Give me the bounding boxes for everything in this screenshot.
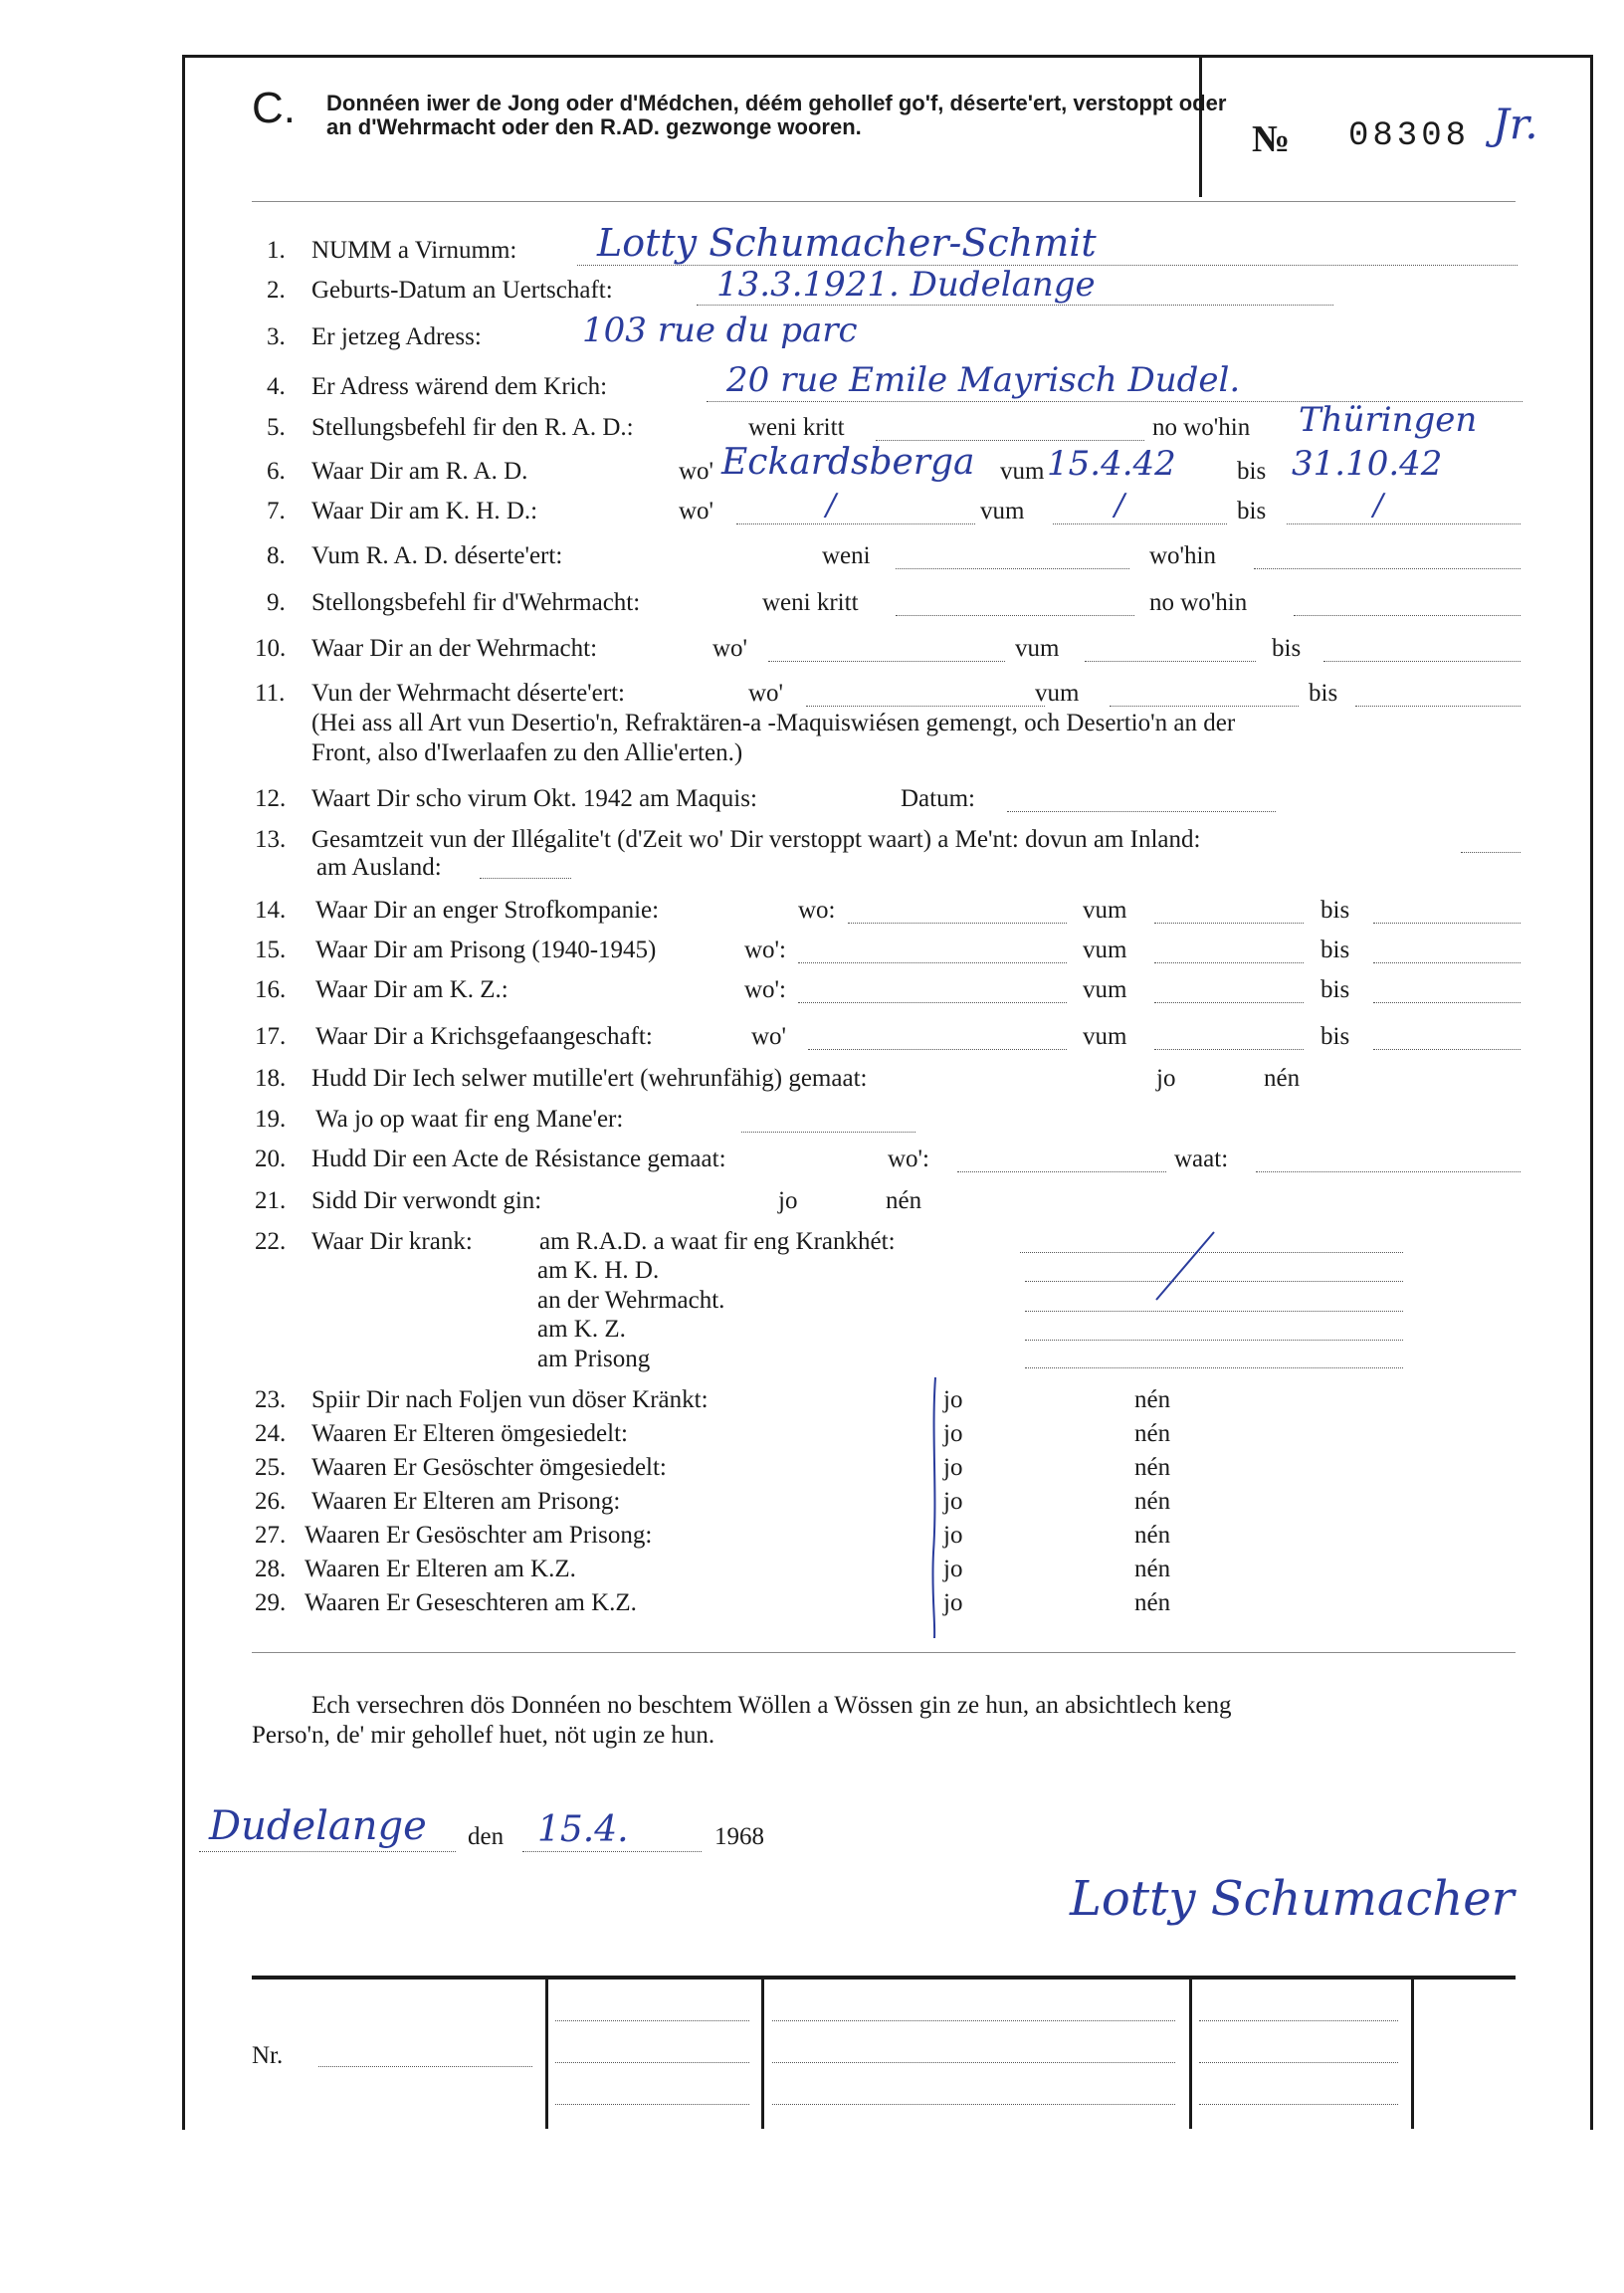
question-sub-label: am K. Z. [537, 1316, 626, 1343]
question-prompt: wo': [744, 976, 787, 1003]
answer-line [1254, 568, 1521, 569]
signature: Lotty Schumacher [1070, 1871, 1515, 1927]
question-number: 28. [255, 1556, 287, 1582]
answer-line [1373, 1049, 1521, 1050]
declaration-text: Ech versechren dös Donnéen no beschtem Wöllen a Wössen gin ze hun, an absichtlech keng [311, 1692, 1232, 1719]
answer-line [772, 2104, 1175, 2105]
question-label: Waaren Er Elteren am Prisong: [311, 1488, 621, 1515]
question-number: 7. [267, 498, 286, 524]
question-prompt: weni kritt [762, 589, 859, 616]
question-number: 9. [267, 589, 286, 616]
answer-line [555, 2104, 749, 2105]
question-label: Er jetzeg Adress: [311, 323, 482, 350]
option-jo: jo [1156, 1065, 1176, 1092]
answer-line [1154, 962, 1304, 963]
date-year: 1968 [714, 1823, 764, 1850]
question-prompt: bis [1237, 498, 1267, 524]
question-number: 19. [255, 1106, 287, 1133]
question-label: Waar Dir krank: [311, 1228, 473, 1255]
answer-line [199, 1851, 456, 1852]
question-label: Waaren Er Elteren ömgesiedelt: [311, 1420, 628, 1447]
question-prompt: bis [1272, 635, 1302, 662]
question-prompt: wo': [888, 1146, 930, 1172]
section-letter: C. [252, 84, 296, 132]
answer-line [808, 1049, 1067, 1050]
question-sub-label: an der Wehrmacht. [537, 1287, 725, 1314]
answer-war-address: 20 rue Emile Mayrisch Dudel. [726, 360, 1241, 400]
question-note: (Hei ass all Art vun Desertio'n, Refraktären-a -Maquiswiésen gemengt, och Desertio'n an der [311, 710, 1236, 736]
question-label: Waar Dir a Krichsgefaangeschaft: [315, 1023, 653, 1050]
footer-nr-label: Nr. [252, 2042, 284, 2069]
signed-place: Dudelange [209, 1803, 427, 1849]
question-sub-label: am R.A.D. a waat fir eng Krankhét: [539, 1228, 896, 1255]
question-prompt: weni [822, 542, 871, 569]
answer-line [1007, 811, 1276, 812]
option-nen: nén [886, 1187, 922, 1214]
question-label: Stellongsbefehl fir d'Wehrmacht: [311, 589, 641, 616]
question-prompt: no wo'hin [1152, 414, 1251, 441]
question-number: 2. [267, 277, 286, 304]
question-number: 6. [267, 458, 286, 485]
answer-line [736, 523, 975, 524]
answer-line [896, 568, 1129, 569]
question-prompt: wo' [748, 680, 784, 707]
question-prompt: wo' [712, 635, 748, 662]
answer-line [806, 706, 1045, 707]
answer-rad-from: 15.4.42 [1047, 444, 1176, 484]
question-label: Stellungsbefehl fir den R. A. D.: [311, 414, 634, 441]
answer-line [1199, 2020, 1398, 2021]
question-label: Er Adress wärend dem Krich: [311, 373, 608, 400]
answer-line [1373, 923, 1521, 924]
question-label: Waar Dir an der Wehrmacht: [311, 635, 598, 662]
question-label: Wa jo op waat fir eng Mane'er: [315, 1106, 624, 1133]
question-number: 10. [255, 635, 287, 662]
answer-line [1085, 661, 1256, 662]
option-jo: jo [943, 1420, 963, 1447]
answer-line [1053, 523, 1227, 524]
question-number: 13. [255, 826, 287, 853]
question-label: Waar Dir an enger Strofkompanie: [315, 897, 660, 924]
question-number: 27. [255, 1522, 287, 1549]
frame-top-border [182, 55, 1593, 58]
ink-stroke [1144, 1226, 1224, 1306]
question-number: 15. [255, 937, 287, 963]
option-jo: jo [778, 1187, 798, 1214]
answer-line [957, 1171, 1166, 1172]
question-sub-label: am K. H. D. [537, 1257, 660, 1284]
question-prompt: vum [1083, 1023, 1127, 1050]
option-nen: nén [1264, 1065, 1301, 1092]
answer-line [848, 923, 1067, 924]
answer-birth: 13.3.1921. Dudelange [716, 265, 1096, 305]
question-number: 4. [267, 373, 286, 400]
option-nen: nén [1134, 1522, 1171, 1549]
answer-line [1287, 523, 1521, 524]
question-prompt: vum [1015, 635, 1060, 662]
question-label: Geburts-Datum an Uertschaft: [311, 277, 613, 304]
question-prompt: weni kritt [748, 414, 845, 441]
answer-rad-destination: Thüringen [1299, 400, 1478, 440]
answer-khd-mark: / [826, 488, 837, 522]
answer-line [1154, 1002, 1304, 1003]
frame-left-border [182, 55, 185, 2130]
answer-line [480, 878, 571, 879]
question-label: Waar Dir am R. A. D. [311, 458, 528, 485]
question-label: Sidd Dir verwondt gin: [311, 1187, 542, 1214]
question-prompt: vum [1000, 458, 1045, 485]
answer-line [772, 2020, 1175, 2021]
question-number: 24. [255, 1420, 287, 1447]
question-number: 22. [255, 1228, 287, 1255]
question-prompt: waat: [1174, 1146, 1229, 1172]
header-rule [252, 201, 1516, 202]
option-nen: nén [1134, 1386, 1171, 1413]
question-prompt: vum [1083, 897, 1127, 924]
answer-line [876, 440, 1144, 441]
question-prompt: wo'hin [1149, 542, 1217, 569]
question-prompt: wo' [679, 458, 714, 485]
question-number: 20. [255, 1146, 287, 1172]
answer-line [798, 1002, 1067, 1003]
question-prompt: wo' [679, 498, 714, 524]
answer-line [318, 2066, 532, 2067]
question-label: Spiir Dir nach Foljen vun döser Kränkt: [311, 1386, 709, 1413]
question-number: 14. [255, 897, 287, 924]
question-number: 26. [255, 1488, 287, 1515]
question-number: 29. [255, 1589, 287, 1616]
question-prompt: wo' [751, 1023, 787, 1050]
answer-rad-where: Eckardsberga [721, 442, 975, 483]
option-jo: jo [943, 1522, 963, 1549]
footer-column-divider [1411, 1980, 1414, 2129]
question-number: 8. [267, 542, 286, 569]
question-prompt: Datum: [901, 785, 975, 812]
option-jo: jo [943, 1556, 963, 1582]
question-prompt: bis [1309, 680, 1338, 707]
answer-name: Lotty Schumacher-Schmit [597, 221, 1097, 265]
ink-stroke [925, 1373, 945, 1642]
question-note: Front, also d'Iwerlaafen zu den Allie'erten.) [311, 739, 743, 766]
section-rule [252, 1652, 1516, 1653]
question-prompt: vum [980, 498, 1025, 524]
question-number: 12. [255, 785, 287, 812]
question-label: Waaren Er Geseschteren am K.Z. [304, 1589, 637, 1616]
footer-column-divider [545, 1980, 548, 2129]
answer-khd-mark: / [1373, 488, 1384, 522]
answer-line [1373, 962, 1521, 963]
question-prompt: bis [1320, 897, 1350, 924]
answer-line [1323, 661, 1521, 662]
answer-line [772, 2062, 1175, 2063]
answer-line [1025, 1311, 1403, 1312]
question-label: Waaren Er Gesöschter ömgesiedelt: [311, 1454, 667, 1481]
answer-line [1154, 923, 1304, 924]
option-nen: nén [1134, 1454, 1171, 1481]
question-label: NUMM a Virnumm: [311, 237, 517, 264]
option-jo: jo [943, 1386, 963, 1413]
question-prompt: vum [1083, 976, 1127, 1003]
question-prompt: bis [1237, 458, 1267, 485]
answer-line [741, 1132, 915, 1133]
question-prompt: vum [1035, 680, 1080, 707]
question-label: am Ausland: [316, 854, 442, 881]
question-number: 18. [255, 1065, 287, 1092]
answer-address: 103 rue du parc [582, 311, 858, 350]
answer-line [555, 2062, 749, 2063]
date-label: den [468, 1823, 505, 1850]
option-nen: nén [1134, 1488, 1171, 1515]
answer-rad-to: 31.10.42 [1292, 444, 1443, 484]
answer-line [1025, 1367, 1403, 1368]
answer-line [1373, 1002, 1521, 1003]
question-number: 25. [255, 1454, 287, 1481]
question-label: Waar Dir am K. H. D.: [311, 498, 538, 524]
question-number: 3. [267, 323, 286, 350]
option-nen: nén [1134, 1589, 1171, 1616]
question-prompt: bis [1320, 1023, 1350, 1050]
footer-column-divider [761, 1980, 764, 2129]
answer-line [555, 2020, 749, 2021]
question-prompt: wo': [744, 937, 787, 963]
question-prompt: bis [1320, 937, 1350, 963]
option-nen: nén [1134, 1556, 1171, 1582]
answer-line [1154, 1049, 1304, 1050]
question-label: Waar Dir am K. Z.: [315, 976, 508, 1003]
question-label: Vun der Wehrmacht déserte'ert: [311, 680, 625, 707]
number-annotation: Jr. [1493, 100, 1538, 148]
answer-line [798, 962, 1067, 963]
question-label: Vum R. A. D. déserte'ert: [311, 542, 563, 569]
question-sub-label: am Prisong [537, 1346, 651, 1372]
signed-date: 15.4. [537, 1809, 629, 1850]
question-number: 1. [267, 237, 286, 264]
question-number: 23. [255, 1386, 287, 1413]
question-label: Waart Dir scho virum Okt. 1942 am Maquis: [311, 785, 757, 812]
answer-khd-mark: / [1115, 488, 1125, 522]
form-number: 08308 [1348, 117, 1471, 155]
answer-line [1025, 1340, 1403, 1341]
answer-line [522, 1851, 702, 1852]
question-label: Hudd Dir Iech selwer mutille'ert (wehrunfähig) gemaat: [311, 1065, 868, 1092]
option-nen: nén [1134, 1420, 1171, 1447]
answer-line [1294, 615, 1521, 616]
number-sign: № [1252, 118, 1291, 160]
answer-line [768, 661, 1005, 662]
answer-line [1461, 852, 1521, 853]
question-prompt: no wo'hin [1149, 589, 1248, 616]
form-title: Donnéen iwer de Jong oder d'Médchen, déém gehollef go'f, déserte'ert, verstoppt oder an d'Wehrmacht oder den R.AD. gezwonge wooren. [326, 91, 1227, 139]
question-number: 17. [255, 1023, 287, 1050]
declaration-text: Perso'n, de' mir gehollef huet, nöt ugin ze hun. [252, 1722, 715, 1749]
footer-rule [252, 1976, 1516, 1980]
question-number: 16. [255, 976, 287, 1003]
question-prompt: vum [1083, 937, 1127, 963]
question-label: Waaren Er Gesöschter am Prisong: [304, 1522, 653, 1549]
footer-column-divider [1189, 1980, 1192, 2129]
question-label: Hudd Dir een Acte de Résistance gemaat: [311, 1146, 726, 1172]
question-label: Waar Dir am Prisong (1940-1945) [315, 937, 657, 963]
answer-line [1110, 706, 1299, 707]
option-jo: jo [943, 1488, 963, 1515]
question-label: Waaren Er Elteren am K.Z. [304, 1556, 576, 1582]
answer-line [896, 615, 1134, 616]
question-label: Gesamtzeit vun der Illégalite't (d'Zeit wo' Dir verstoppt waart) a Me'nt: dovun am Inland: [311, 826, 1201, 853]
answer-line [1256, 1171, 1521, 1172]
answer-line [1199, 2062, 1398, 2063]
frame-right-border [1590, 55, 1593, 2130]
question-prompt: wo: [798, 897, 836, 924]
option-jo: jo [943, 1589, 963, 1616]
question-number: 5. [267, 414, 286, 441]
answer-line [1199, 2104, 1398, 2105]
question-number: 21. [255, 1187, 287, 1214]
answer-line [1355, 706, 1521, 707]
option-jo: jo [943, 1454, 963, 1481]
question-number: 11. [255, 680, 286, 707]
answer-line [697, 305, 1333, 306]
question-prompt: bis [1320, 976, 1350, 1003]
